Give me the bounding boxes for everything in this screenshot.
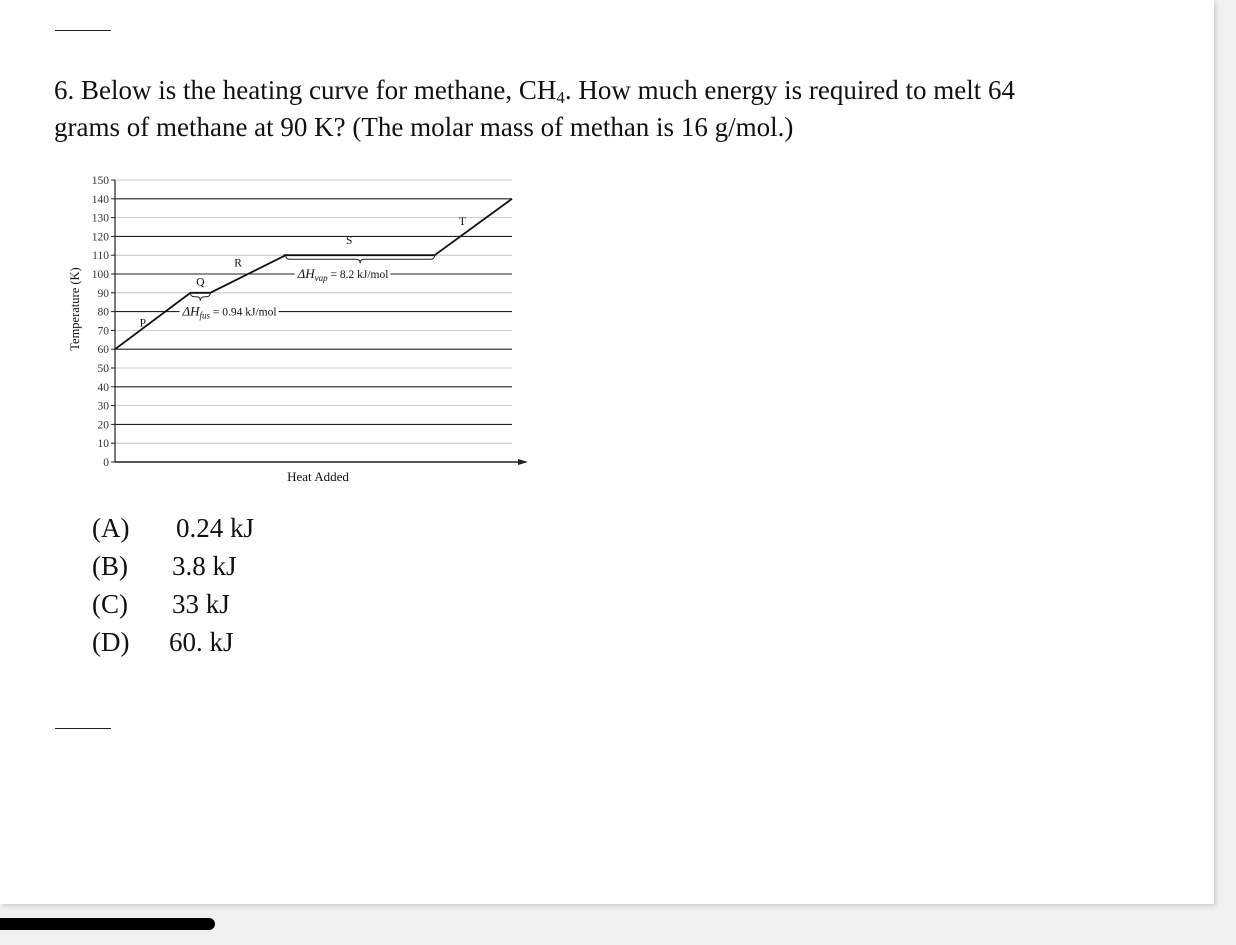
y-tick-label-0: 0 xyxy=(103,457,109,469)
y-tick-label-140: 140 xyxy=(91,193,109,206)
vaporization-brace xyxy=(286,255,435,263)
bottom-separator-line xyxy=(55,728,111,729)
choice-value: 33 kJ xyxy=(172,589,230,619)
question-text-after: . How much energy is required to melt 64 grams of methane at 90 K? (The molar mass of methan is 16 g/mol.) xyxy=(54,75,1016,142)
choice-a[interactable] xyxy=(92,509,254,547)
choice-b[interactable] xyxy=(92,547,254,585)
chart-gridlines xyxy=(115,180,512,443)
y-tick-label-50: 50 xyxy=(97,363,109,375)
y-tick-label-30: 30 xyxy=(97,400,109,413)
fusion-brace xyxy=(190,293,210,301)
choice-d[interactable] xyxy=(92,623,254,661)
segment-label-p: P xyxy=(139,317,146,330)
y-tick-label-60: 60 xyxy=(97,344,109,357)
delta-h-value: = 8.2 kJ/mol xyxy=(327,269,389,281)
question-text xyxy=(54,72,1054,146)
segment-label-q: Q xyxy=(196,276,205,289)
y-tick-label-100: 100 xyxy=(91,269,109,281)
segment-label-t: T xyxy=(458,216,466,229)
top-separator-line xyxy=(55,30,111,31)
delta-h-value: = 0.94 kJ/mol xyxy=(210,306,277,319)
chart-x-axis-arrow xyxy=(518,459,528,465)
delta-h-fusion-label xyxy=(181,304,276,321)
y-tick-label-80: 80 xyxy=(97,306,109,319)
segment-label-r: R xyxy=(234,257,242,270)
horizontal-scrollbar[interactable] xyxy=(0,918,215,930)
choice-value: 0.24 kJ xyxy=(176,513,255,543)
chart-y-axis-label: Temperature (K) xyxy=(68,267,82,351)
y-tick-label-110: 110 xyxy=(92,250,109,263)
choice-letter: (C) xyxy=(92,589,128,619)
choice-value: 3.8 kJ xyxy=(172,551,237,581)
y-tick-label-70: 70 xyxy=(97,325,109,338)
choice-c[interactable] xyxy=(92,585,254,623)
delta-h-vaporization-label xyxy=(297,266,389,283)
chart-x-axis-label: Heat Added xyxy=(287,469,349,484)
y-tick-label-10: 10 xyxy=(97,438,109,451)
y-tick-label-90: 90 xyxy=(97,287,109,300)
y-tick-label-150: 150 xyxy=(91,175,109,187)
delta-h-symbol: ΔH xyxy=(182,303,200,319)
question-text-before: Below is the heating curve for methane, CH xyxy=(81,75,557,105)
choice-value: 60. kJ xyxy=(169,627,234,657)
choice-letter: (D) xyxy=(92,627,130,657)
y-tick-label-40: 40 xyxy=(97,381,109,394)
question-number: 6. xyxy=(54,75,75,105)
answer-choices xyxy=(92,509,254,661)
delta-h-subscript: vap xyxy=(314,273,328,283)
choice-letter: (B) xyxy=(92,551,128,581)
delta-h-symbol: ΔH xyxy=(297,266,315,281)
y-tick-label-20: 20 xyxy=(97,419,109,432)
delta-h-subscript: fus xyxy=(199,310,211,321)
question-subscript: 4 xyxy=(556,88,565,107)
heating-curve-chart xyxy=(62,168,542,498)
y-tick-label-120: 120 xyxy=(91,231,109,244)
choice-letter: (A) xyxy=(92,513,130,543)
chart-y-ticks xyxy=(92,175,115,469)
segment-label-s: S xyxy=(346,234,353,247)
y-tick-label-130: 130 xyxy=(91,212,109,225)
